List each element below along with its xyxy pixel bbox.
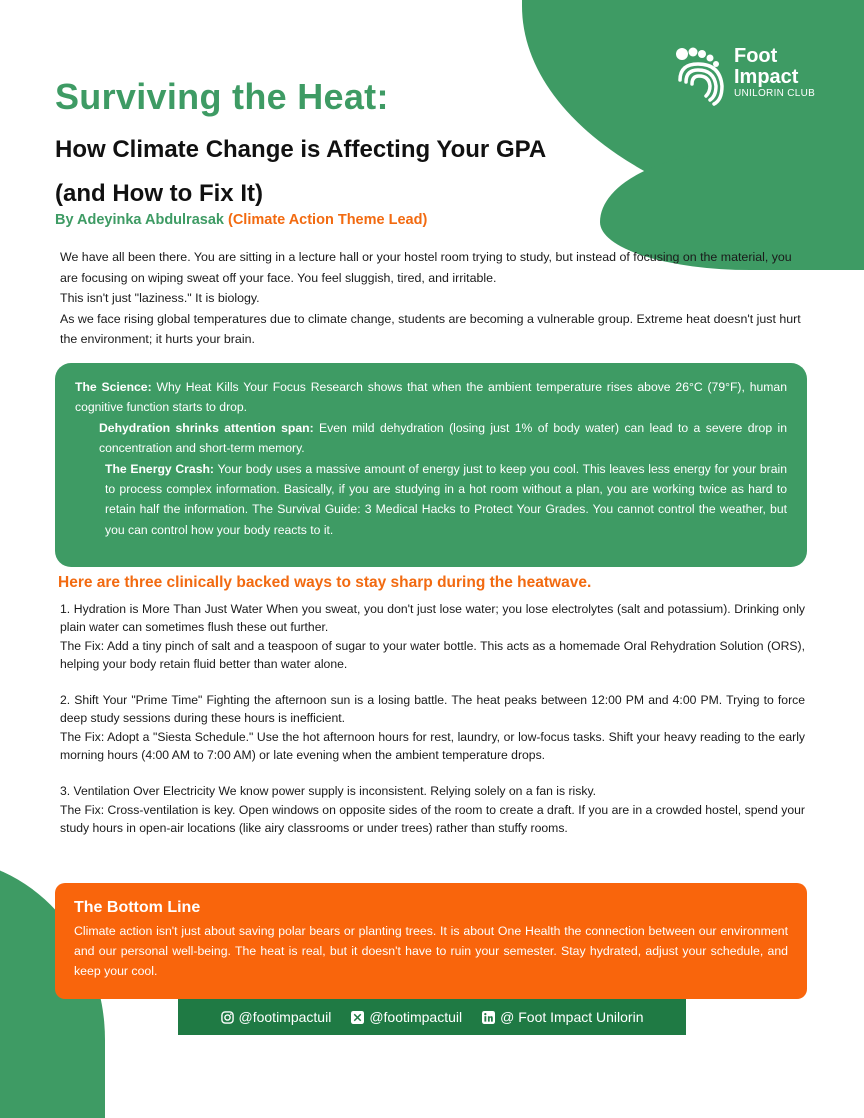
page-subtitle [55,128,595,216]
linkedin-handle: @ Foot Impact Unilorin [500,1009,644,1025]
intro-paragraph: We have all been there. You are sitting in a lecture hall or your hostel room trying to study, but instead of focusing on the material, you are focusing on wiping sweat off your face. You feel sluggish, tired, and irritable. [60,250,792,285]
instagram-icon [221,1011,234,1024]
bottom-line-title: The Bottom Line [74,899,201,916]
science-text: Why Heat Kills Your Focus Research shows that when the ambient temperature rises above 26°C (79°F), human cognitive function starts to drop. [75,380,787,415]
tip-fix: The Fix: Add a tiny pinch of salt and a teaspoon of sugar to your water bottle. This acts as a homemade Oral Rehydration Solution (ORS), helping your body retain fluid better than water alone. [60,638,805,671]
spacer [60,673,805,691]
subtitle-line1: How Climate Change is Affecting Your GPA [55,136,547,163]
energy-crash-text: Your body uses a massive amount of energy just to keep you cool. This leaves less energy for your brain to process complex information. Basically, if you are studying in a hot room without a plan, you are working twice as hard to retain half the information. The Survival Guide: 3 Medical Hacks to Protect Your Grades. You cannot control the weather, but you can control how your body reacts to it. [105,461,787,537]
logo-name-line1: Foot [734,45,778,67]
linkedin-icon [482,1011,495,1024]
logo-subtitle: UNILORIN CLUB [734,88,816,99]
instagram-link[interactable] [221,1009,332,1025]
intro-paragraph: This isn't just "laziness." It is biology. [60,291,260,305]
science-box [55,363,807,567]
author-name: By Adeyinka Abdulrasak [55,212,224,228]
intro-section [60,247,808,350]
foot-impact-logo [674,46,834,116]
x-link[interactable] [351,1009,462,1025]
bottom-line-text: Climate action isn't just about saving polar bears or planting trees. It is about One Health the connection between our environment and our personal well-being. The heat is real, but it doesn't have to ruin your semester. Stay hydrated, adjust your schedule, and keep your cool. [74,924,788,978]
subtitle-line2: (and How to Fix It) [55,180,263,207]
footprint-logo-icon [674,46,730,106]
dehydration-text: Even mild dehydration (losing just 1% of body water) can lead to a severe drop in concentration and short-term memory. [99,420,787,456]
tip-fix: The Fix: Cross-ventilation is key. Open windows on opposite sides of the room to create a draft. If you are in a crowded hostel, spend your study hours in open-air locations (like airy classrooms or under trees) rather than stuffy rooms. [60,802,805,835]
byline [55,212,427,228]
tip-main: 1. Hydration is More Than Just Water When you sweat, you don't just lose water; you lose electrolytes (salt and potassium). Drinking only plain water can sometimes flush these out further. [60,602,805,635]
dehydration-paragraph [75,418,787,459]
social-bar [178,999,686,1035]
linkedin-link[interactable] [482,1009,643,1025]
intro-paragraph: As we face rising global temperatures due to climate change, students are becoming a vulnerable group. Extreme heat doesn't just hurt the environment; it hurts your brain. [60,311,801,346]
tips-list [60,600,805,837]
spacer [60,764,805,782]
tip-fix: The Fix: Adopt a "Siesta Schedule." Use the hot afternoon hours for rest, laundry, or low-focus tasks. Shift your heavy reading to the early morning hours (4:00 AM to 7:00 AM) or late evening when the ambient temperature drops. [60,729,805,763]
author-role: (Climate Action Theme Lead) [228,212,428,228]
x-handle: @footimpactuil [369,1009,463,1025]
instagram-handle: @footimpactuil [238,1009,332,1025]
logo-name-line2: Impact [734,66,799,88]
energy-crash-label: The Energy Crash: [105,461,214,476]
x-icon [351,1011,364,1024]
science-label: The Science: [75,380,152,394]
energy-crash-paragraph [75,459,787,541]
bottom-line-box [55,883,807,999]
tip-main: 2. Shift Your "Prime Time" Fighting the afternoon sun is a losing battle. The heat peaks between 12:00 PM and 4:00 PM. Trying to force deep study sessions during these hours is inefficient. [60,693,805,726]
tips-heading: Here are three clinically backed ways to stay sharp during the heatwave. [58,574,592,591]
tip-main: 3. Ventilation Over Electricity We know power supply is inconsistent. Relying solely on a fan is risky. [60,784,597,799]
science-paragraph [75,377,787,418]
dehydration-label: Dehydration shrinks attention span: [99,420,314,435]
page-title: Surviving the Heat: [55,76,389,117]
